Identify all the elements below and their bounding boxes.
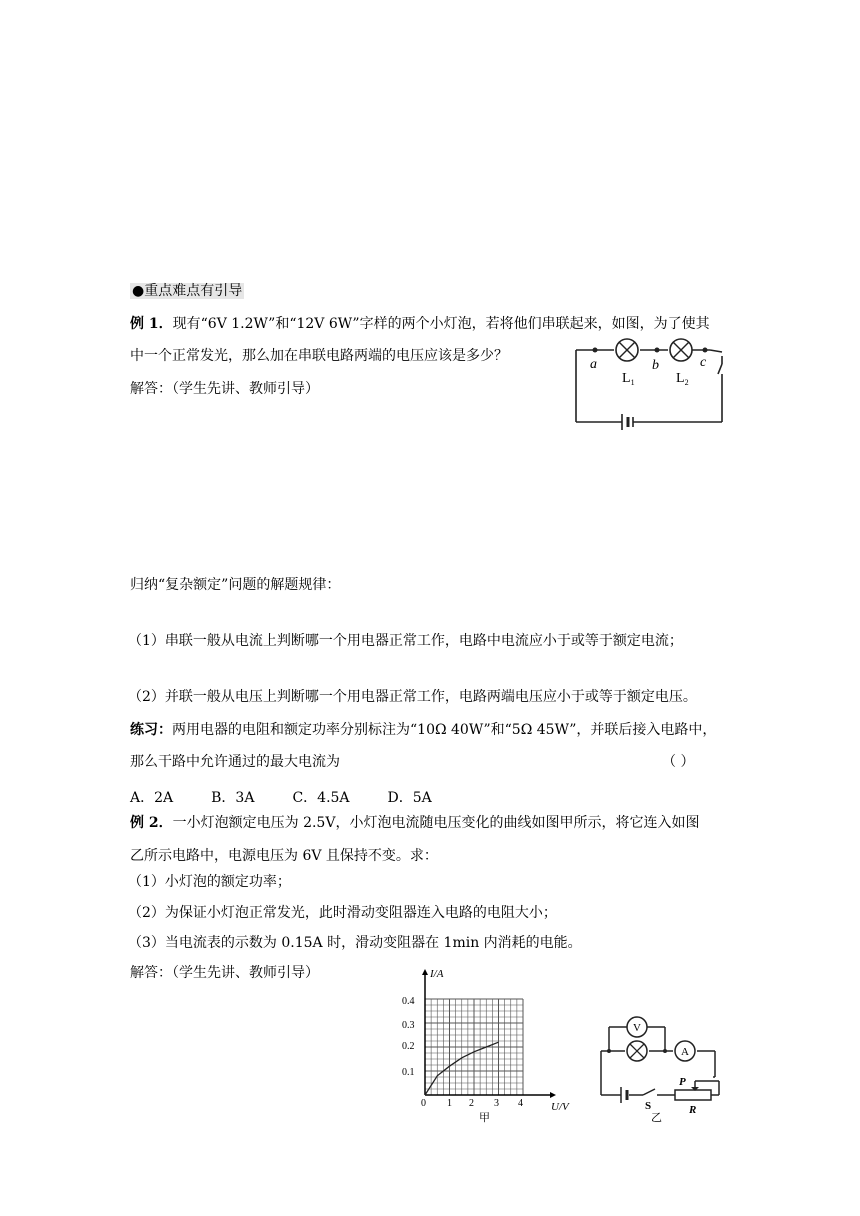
y-axis-arrow bbox=[422, 969, 428, 975]
graph-grid bbox=[425, 999, 523, 1095]
x-tick-label: 2 bbox=[469, 1098, 474, 1109]
circuit-caption: 乙 bbox=[651, 1112, 662, 1123]
example2-line1 bbox=[130, 813, 699, 833]
practice-options bbox=[130, 788, 432, 808]
label-a: a bbox=[590, 357, 597, 372]
option-d: D．5A bbox=[387, 790, 432, 806]
svg-text:A: A bbox=[681, 1046, 689, 1058]
switch-label: S bbox=[645, 1100, 652, 1112]
x-axis-arrow bbox=[550, 1092, 556, 1098]
voltmeter-icon bbox=[627, 1017, 647, 1037]
label-c: c bbox=[700, 355, 707, 370]
slider-label: P bbox=[679, 1076, 686, 1088]
y-tick-label: 0.4 bbox=[402, 996, 415, 1007]
x-tick-label: 3 bbox=[494, 1098, 499, 1109]
origin-label: 0 bbox=[421, 1098, 426, 1109]
example2-q3: （3）当电流表的示数为 0.15A 时，滑动变阻器在 1min 内消耗的电能。 bbox=[128, 935, 582, 951]
example1-text-1: 现有“6V 1.2W”和“12V 6W”字样的两个小灯泡，若将他们串联起来，如图，为了使其 bbox=[172, 316, 710, 332]
node-c-dot bbox=[703, 348, 708, 353]
x-tick-label: 1 bbox=[447, 1098, 452, 1109]
lamp-icon bbox=[627, 1041, 647, 1061]
section-title: ●重点难点有引导 bbox=[132, 283, 243, 299]
summary-rule1: （1）串联一般从电流上判断哪一个用电器正常工作，电路中电流应小于或等于额定电流； bbox=[128, 633, 683, 649]
example1-label: 例 1． bbox=[130, 316, 173, 332]
node-a-dot bbox=[593, 348, 598, 353]
rheostat-circuit-diagram bbox=[595, 1013, 725, 1123]
example1-line2: 中一个正常发光，那么加在串联电路两端的电压应该是多少？ bbox=[130, 348, 508, 364]
option-a: A．2A bbox=[130, 790, 174, 806]
series-circuit-diagram bbox=[570, 338, 730, 432]
example2-label: 例 2． bbox=[130, 815, 173, 831]
practice-line2: 那么干路中允许通过的最大电流为 bbox=[130, 754, 340, 770]
junction-dot bbox=[607, 1049, 611, 1053]
x-tick-label: 4 bbox=[518, 1098, 523, 1109]
battery-icon bbox=[622, 414, 633, 430]
graph-caption: 甲 bbox=[479, 1112, 490, 1124]
ammeter-icon bbox=[675, 1041, 695, 1061]
summary-rule2: （2）并联一般从电压上判断哪一个用电器正常工作，电路两端电压应小于或等于额定电压。 bbox=[128, 689, 697, 705]
option-c: C．4.5A bbox=[292, 790, 350, 806]
label-l2: $L_2$ bbox=[676, 371, 689, 387]
example2-q1: （1）小灯泡的额定功率； bbox=[128, 874, 291, 890]
y-tick-label: 0.3 bbox=[402, 1020, 415, 1031]
y-tick-label: 0.1 bbox=[402, 1067, 415, 1078]
example2-text-1: 一小灯泡额定电压为 2.5V，小灯泡电流随电压变化的曲线如图甲所示，将它连入如图 bbox=[172, 815, 700, 831]
label-b: b bbox=[652, 358, 659, 373]
battery-icon bbox=[621, 1087, 627, 1103]
node-b-dot bbox=[655, 348, 660, 353]
junction-dot bbox=[663, 1049, 667, 1053]
iu-graph bbox=[400, 965, 580, 1125]
y-tick-label: 0.2 bbox=[402, 1041, 415, 1052]
practice-line1 bbox=[130, 720, 716, 740]
lamp-l1-icon bbox=[616, 339, 638, 361]
practice-text-1: 两用电器的电阻和额定功率分别标注为“10Ω 40W”和“5Ω 45W”，并联后接入电路中， bbox=[172, 722, 717, 738]
x-axis-label: U/V bbox=[551, 1101, 569, 1113]
y-axis-label: I/A bbox=[430, 968, 444, 980]
example2-q2: （2）为保证小灯泡正常发光，此时滑动变阻器连入电路的电阻大小； bbox=[128, 905, 557, 921]
example1-line1 bbox=[130, 314, 710, 334]
lamp-l2-icon bbox=[670, 339, 692, 361]
summary-title: 归纳“复杂额定”问题的解题规律： bbox=[130, 577, 341, 593]
example2-answer: 解答：（学生先讲、教师引导） bbox=[130, 965, 319, 981]
practice-answer-bracket: （ ） bbox=[662, 754, 695, 770]
example1-answer: 解答：（学生先讲、教师引导） bbox=[130, 381, 319, 397]
svg-text:V: V bbox=[633, 1022, 641, 1034]
practice-label: 练习： bbox=[130, 722, 172, 738]
label-l1: $L_1$ bbox=[622, 371, 635, 387]
example2-line2: 乙所示电路中，电源电压为 6V 且保持不变。求： bbox=[130, 848, 438, 864]
rheostat-label: R bbox=[689, 1104, 697, 1116]
option-b: B．3A bbox=[211, 790, 255, 806]
graph-axes bbox=[422, 969, 556, 1098]
